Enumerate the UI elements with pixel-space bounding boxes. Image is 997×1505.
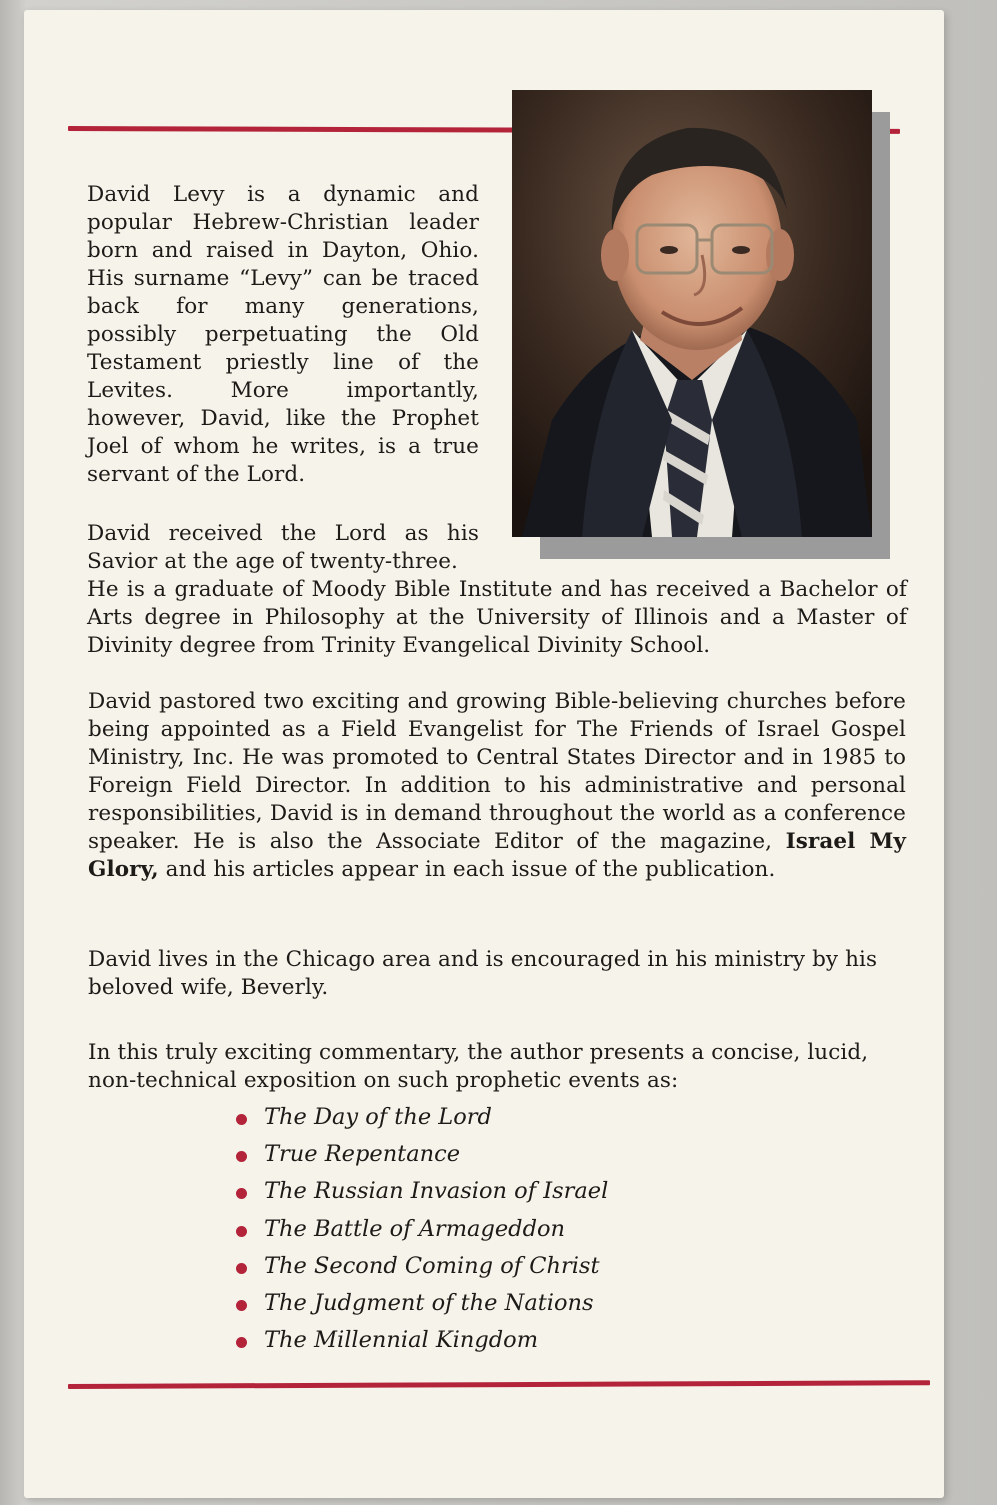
bullet-icon	[236, 1337, 247, 1348]
author-bio-paragraph-2-rest: He is a graduate of Moody Bible Institute and has received a Bachelor of Arts degree in Philosophy at the University of Illinois and a Master of Divinity degree from Trinity Evangelical Divinity School.	[87, 577, 907, 658]
author-bio-paragraph-1: David Levy is a dynamic and popular Hebrew-Christian leader born and raised in Dayton, Ohio. His surname “Levy” can be traced back for many generations, possibly perpetuating the Old Testament priestly line of the Levites. More importantly, however, David, like the Prophet Joel of whom he writes, is a true servant of the Lord.	[87, 182, 479, 487]
event-label: The Millennial Kingdom	[264, 1327, 539, 1354]
author-bio-paragraph-4: David lives in the Chicago area and is encouraged in his ministry by his beloved wife, Beverly.	[88, 947, 878, 1000]
author-photo	[512, 90, 872, 537]
bullet-icon	[236, 1226, 247, 1237]
list-item	[236, 1250, 608, 1287]
paragraph-3-text-before: David pastored two exciting and growing Bible-believing churches before being appointed as a Field Evangelist for The Friends of Israel Gospel Ministry, Inc. He was promoted to Central States Director and in 1985 to Foreign Field Director. In addition to his administrative and personal responsibilities, David is in demand throughout the world as a conference speaker. He is also the Associate Editor of the magazine,	[88, 689, 906, 854]
event-label: The Russian Invasion of Israel	[264, 1178, 609, 1205]
list-item	[236, 1213, 608, 1250]
author-bio-paragraph-3	[88, 688, 906, 884]
commentary-intro-paragraph: In this truly exciting commentary, the author presents a concise, lucid, non-technical exposition on such prophetic events as:	[88, 1040, 869, 1093]
author-portrait-image	[512, 90, 872, 537]
prophetic-events-list	[236, 1101, 608, 1361]
paragraph-3-text-after: and his articles appear in each issue of the publication.	[165, 857, 776, 882]
bullet-icon	[236, 1114, 247, 1125]
event-label: The Judgment of the Nations	[264, 1289, 594, 1316]
magazine-title: Israel My Glory,	[88, 829, 907, 882]
event-label: The Day of the Lord	[264, 1104, 492, 1130]
bullet-icon	[236, 1300, 247, 1311]
list-item	[236, 1175, 608, 1212]
event-label: True Repentance	[264, 1141, 461, 1168]
event-label: The Second Coming of Christ	[264, 1252, 600, 1279]
bullet-icon	[236, 1263, 247, 1274]
list-item	[236, 1287, 608, 1324]
list-item	[236, 1101, 608, 1138]
author-bio-paragraph-2-start: David received the Lord as his Savior at the age of twenty-three.	[87, 521, 479, 574]
list-item	[236, 1138, 608, 1175]
list-item	[236, 1324, 608, 1361]
event-label: The Battle of Armageddon	[264, 1215, 566, 1242]
bullet-icon	[236, 1151, 247, 1162]
bullet-icon	[236, 1188, 247, 1199]
